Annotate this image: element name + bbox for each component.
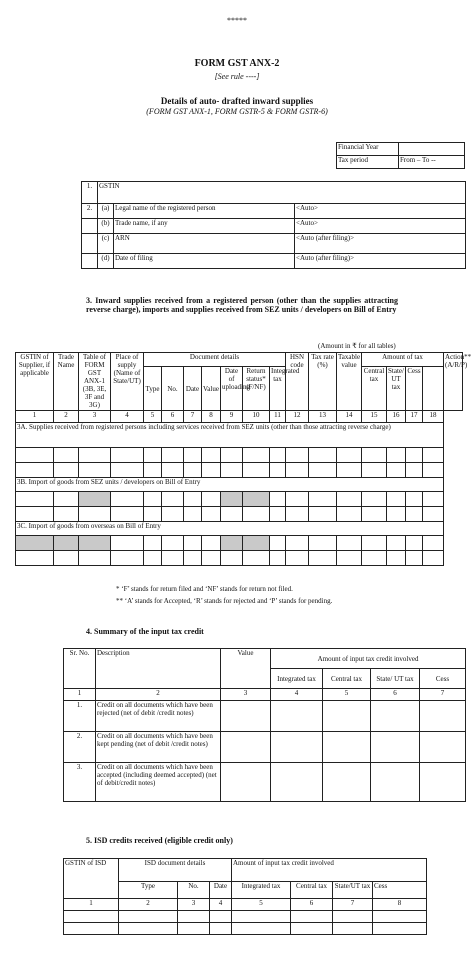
note-2: ** ‘A’ stands for Accepted, ‘R’ stands for rejected and ‘P’ stands for pending. [116, 597, 333, 605]
financial-year-table [336, 142, 465, 169]
gstin-label: GSTIN [98, 182, 466, 204]
amount-note: (Amount in ₹ for all tables) [318, 342, 396, 350]
section4-title: 4. Summary of the input tax credit [86, 627, 204, 636]
trade-name-label: Trade name, if any [114, 219, 295, 234]
tp-value: From – To -- [399, 156, 465, 169]
table-row: 1. Credit on all documents which have been rejected (net of debit /credit notes) [64, 701, 466, 732]
row-3c-label: 3C. Import of goods from overseas on Bill of Entry [16, 522, 444, 536]
h-gstin: GSTIN of Supplier, if applicable [16, 353, 54, 411]
section3-table: GSTIN of Supplier, if applicable Trade Name Table of FORM GST ANX-1 (3B, 3E, 3F and 3G) Place of supply (Name of State/UT) Document details HSN code Tax rate (%) Taxable value Amount of tax Action** (A/R/P) Type No. Date Value Date of uploading Return status* (F/NF) Integrated tax Central tax State/ UT tax Cess 1 2 3 4 5 6 7 8 9 10 11 12 13 14 15 16 17 18 3A. Supplies received from registered persons including services received from SEZ units (other than those attracting reverse charge) 3B. Import of goods from SEZ units / developers on Bill of Entry 3C. Import of goods from overseas on Bill of Entry [15, 352, 463, 566]
stars: ***** [227, 16, 247, 25]
h-trade: Trade Name [54, 353, 79, 411]
row-3b-label: 3B. Import of goods from SEZ units / developers on Bill of Entry [16, 478, 444, 492]
heading: Details of auto- drafted inward supplies [160, 96, 314, 106]
h-hsn: HSN code [286, 353, 309, 411]
h-amount-of-tax: Amount of tax [362, 353, 444, 367]
date-filing-label: Date of filing [114, 254, 295, 269]
h-rate: Tax rate (%) [309, 353, 337, 411]
tp-label: Tax period [337, 156, 399, 169]
part1-table: 1. GSTIN 2. (a) Legal name of the registered person <Auto> (b) Trade name, if any <Auto> (c) ARN <Auto (after filing)> (d) Date of filing <Auto (after filing)> [81, 181, 466, 269]
subheading: (FORM GST ANX-1, FORM GSTR-5 & FORM GSTR-6) [146, 107, 328, 116]
h-table: Table of FORM GST ANX-1 (3B, 3E, 3F and 3G) [79, 353, 111, 411]
fy-label: Financial Year [337, 143, 399, 156]
h-place: Place of supply (Name of State/UT) [111, 353, 144, 411]
h-action: Action** (A/R/P) [444, 353, 463, 411]
form-title: FORM GST ANX-2 [194, 58, 280, 69]
arn-label: ARN [114, 234, 295, 254]
row-3a-label: 3A. Supplies received from registered persons including services received from SEZ units (other than those attracting reverse charge) [16, 423, 444, 448]
note-1: * ‘F’ stands for return filed and ‘NF’ stands for return not filed. [116, 585, 293, 593]
h-document-details: Document details [144, 353, 286, 367]
section4-table: Sr. No. Description Value Amount of input tax credit involved Integrated tax Central tax State/ UT tax Cess 1 2 3 4 5 6 7 1. Credit on all documents which have been rejected (net of debit /credit notes) 2. Credit on all documents which have been kept pending (net of debit /credit notes) 3. Credit on all documents which have been accepted (including deemed accepted) (net of debit/credit notes) [63, 648, 466, 802]
section5-table: GSTIN of ISD ISD document details Amount of input tax credit involved Type No. Date Integrated tax Central tax State/UT tax Cess 1 2 3 4 5 6 7 8 [63, 858, 427, 935]
table-row: 3. Credit on all documents which have been accepted (including deemed accepted) (net of debit/credit notes) [64, 763, 466, 802]
see-rule: [See rule ----] [214, 72, 260, 81]
h-taxable: Taxable value [337, 353, 362, 411]
table-row: 2. Credit on all documents which have been kept pending (net of debit /credit notes) [64, 732, 466, 763]
legal-name-label: Legal name of the registered person [114, 204, 295, 219]
section3-title: 3. Inward supplies received from a registered person (other than the supplies attracting reverse charge), imports and supplies received from SEZ units / developers on Bill of Entry [86, 296, 398, 314]
section5-title: 5. ISD credits received (eligible credit only) [86, 836, 233, 845]
